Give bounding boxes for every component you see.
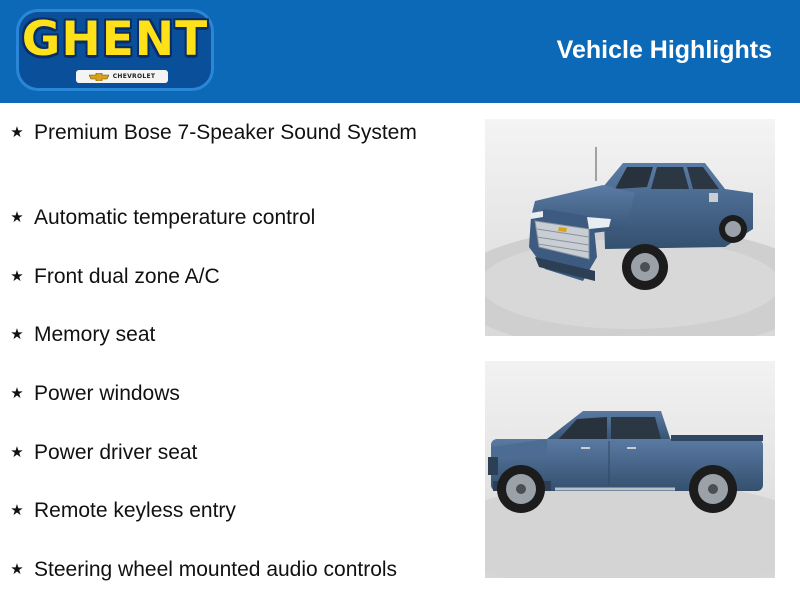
- star-icon: ★: [10, 326, 24, 343]
- feature-text: Memory seat: [34, 323, 156, 346]
- feature-text: Remote keyless entry: [34, 499, 236, 522]
- brand-name: CHEVROLET: [112, 73, 156, 80]
- vehicle-photo-front[interactable]: [485, 119, 775, 336]
- brand-badge: [76, 70, 168, 83]
- feature-item: [0, 439, 460, 466]
- star-icon: ★: [10, 561, 24, 578]
- feature-text: Automatic temperature control: [34, 206, 316, 229]
- star-icon: ★: [10, 124, 24, 141]
- feature-text: Power windows: [34, 382, 180, 405]
- feature-item: [0, 380, 460, 407]
- feature-list: [0, 103, 470, 600]
- feature-text: Steering wheel mounted audio controls: [34, 558, 398, 581]
- star-icon: ★: [10, 385, 24, 402]
- star-icon: ★: [10, 444, 24, 461]
- feature-text: Front dual zone A/C: [34, 265, 220, 288]
- feature-item: [0, 556, 460, 583]
- star-icon: ★: [10, 268, 24, 285]
- header-bar: [0, 0, 800, 103]
- page-title: Vehicle Highlights: [556, 36, 772, 64]
- feature-item: [0, 263, 460, 290]
- feature-text: Power driver seat: [34, 441, 198, 464]
- chevrolet-bowtie-icon: [89, 73, 109, 81]
- logo-wordmark: GHENT: [21, 12, 209, 67]
- dealer-logo[interactable]: [16, 9, 214, 91]
- feature-item: [0, 321, 460, 348]
- feature-item: [0, 204, 460, 231]
- vehicle-photo-side[interactable]: [485, 361, 775, 578]
- star-icon: ★: [10, 209, 24, 226]
- feature-item: [0, 119, 460, 146]
- feature-item: [0, 497, 460, 524]
- feature-text: Premium Bose 7-Speaker Sound System: [34, 121, 417, 144]
- star-icon: ★: [10, 502, 24, 519]
- truck-side-view-image: [485, 361, 775, 578]
- truck-front-view-image: [485, 119, 775, 336]
